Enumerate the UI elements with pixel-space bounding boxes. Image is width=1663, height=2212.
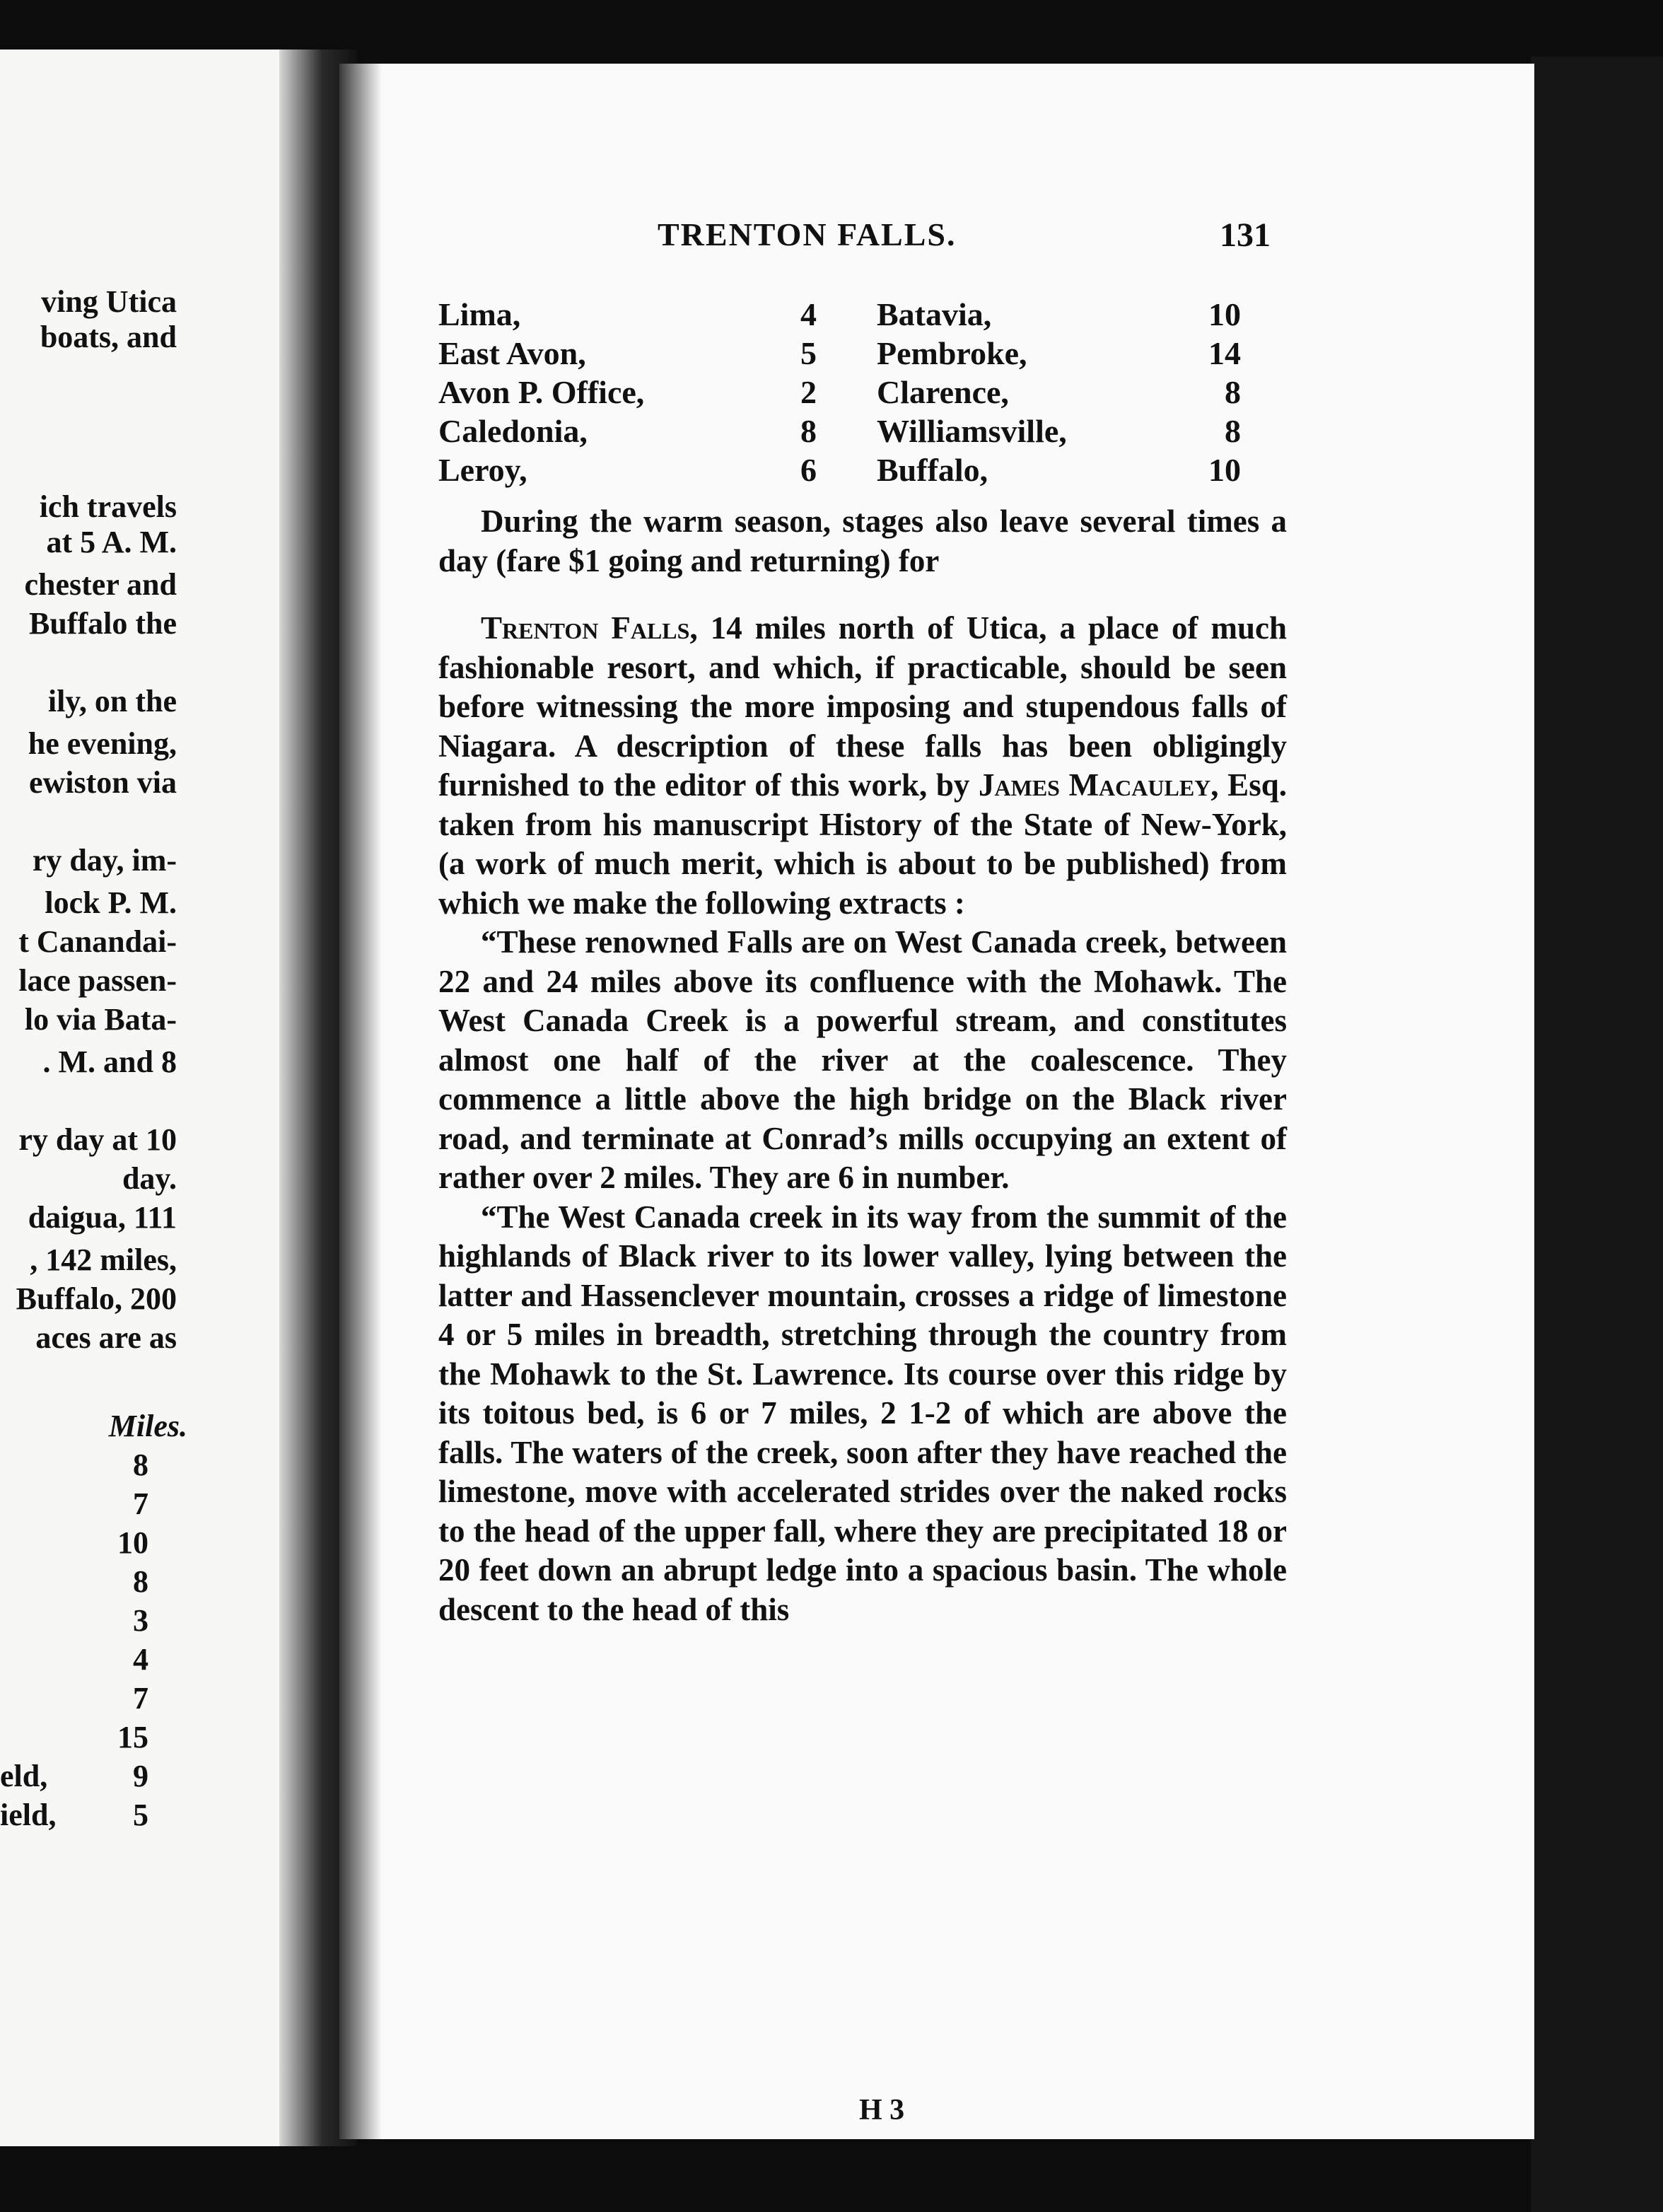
- place: Williamsville,: [877, 413, 1067, 449]
- place: Avon P. Office,: [438, 374, 645, 410]
- left-page-line: eld,: [0, 1759, 48, 1793]
- left-page-line: ily, on the: [47, 684, 177, 718]
- place: Leroy,: [438, 452, 527, 488]
- place: East Avon,: [438, 335, 586, 371]
- miles-value: 9: [133, 1759, 148, 1793]
- place: Clarence,: [877, 374, 1009, 410]
- right-edge-shadow: [1531, 57, 1663, 2212]
- miles-value: 15: [117, 1720, 148, 1754]
- place: Pembroke,: [877, 335, 1027, 371]
- table-row: [438, 412, 1241, 451]
- left-page-line: lock P. M.: [45, 885, 177, 920]
- author-name: James Macauley,: [979, 767, 1219, 803]
- body-text: [438, 502, 1287, 1629]
- left-page-line: chester and: [24, 567, 177, 602]
- left-page-line: Buffalo the: [29, 606, 177, 641]
- miles-value: 4: [133, 1642, 148, 1677]
- miles: 8: [1225, 374, 1241, 410]
- place: Caledonia,: [438, 413, 588, 449]
- miles-value: 8: [133, 1448, 148, 1482]
- miles-value: 7: [133, 1486, 148, 1521]
- left-page-line: daigua, 111: [28, 1200, 177, 1235]
- miles: 5: [800, 335, 817, 371]
- left-page-line: , 142 miles,: [30, 1242, 177, 1277]
- gutter-fade: [339, 64, 382, 2139]
- left-page-line: ry day at 10: [18, 1122, 177, 1157]
- running-header: TRENTON FALLS.: [658, 216, 957, 252]
- miles: 2: [800, 374, 817, 410]
- left-page-line: lo via Bata-: [24, 1002, 177, 1037]
- distance-table: [438, 296, 1241, 490]
- paragraph: During the warm season, stages also leave several times a day (fare $1 going and returning) for: [438, 503, 1287, 578]
- left-page-line: ewiston via: [29, 765, 177, 800]
- paragraph: “The West Canada creek in its way from the summit of the highlands of Black river to its lower valley, lying between the latter and Hassenclever mountain, crosses a ridge of limestone 4 or 5 miles in breadth, stretching through the country from the Mohawk to the St. Lawrence. Its course over this ridge by its toitous bed, is 6 or 7 miles, 2 1-2 of which are above the falls. The waters of the creek, soon after they have reached the limestone, move with accelerated strides over the naked rocks to the head of the upper fall, where they are precipitated 18 or 20 feet down an abrupt ledge into a spacious basin. The whole descent to the head of this: [438, 1199, 1287, 1627]
- miles-value: 8: [133, 1564, 148, 1599]
- left-page-line: t Canandai-: [18, 924, 177, 959]
- left-page-line: lace passen-: [18, 963, 177, 998]
- miles: 4: [800, 296, 817, 332]
- miles-value: 5: [133, 1798, 148, 1832]
- miles-value: 10: [117, 1525, 148, 1560]
- place-name-lead: Trenton Falls,: [481, 610, 698, 646]
- paragraph: Trenton Falls, 14 miles north of Utica, a place of much fashionable resort, and which, if practicable, should be seen before witnessing the more imposing and stupendous falls of Niagara. A description of these falls has been obligingly furnished to the editor of this work, by James Macauley, Esq. taken from his manuscript History of the State of New-York, (a work of much merit, which is about to be published) from which we make the following extracts :: [438, 610, 1287, 921]
- left-page-line: at 5 A. M.: [46, 525, 177, 559]
- miles: 8: [800, 413, 817, 449]
- page-number: 131: [1220, 216, 1271, 254]
- left-page-line: he evening,: [28, 726, 177, 761]
- table-row: [438, 373, 1241, 412]
- paragraph: “These renowned Falls are on West Canada creek, between 22 and 24 miles above its confluence with the Mohawk. The West Canada Creek is a powerful stream, and constitutes almost one half of the river at the coalescence. They commence a little above the high bridge on the Black river road, and terminate at Conrad’s mills occupying an extent of rather over 2 miles. They are 6 in number.: [438, 924, 1287, 1195]
- miles-label: Miles.: [108, 1409, 187, 1443]
- table-row: [438, 334, 1241, 373]
- left-page-line: . M. and 8: [42, 1044, 177, 1079]
- miles: 10: [1208, 452, 1241, 488]
- left-page-line: Buffalo, 200: [16, 1281, 177, 1316]
- miles: 8: [1225, 413, 1241, 449]
- left-page-line: ich travels: [39, 489, 177, 524]
- left-page-line: ield,: [0, 1798, 57, 1832]
- miles-value: 7: [133, 1681, 148, 1716]
- left-page-line: aces are as: [35, 1320, 177, 1355]
- place: Lima,: [438, 296, 521, 332]
- miles: 10: [1208, 296, 1241, 332]
- miles-value: 3: [133, 1603, 148, 1638]
- miles: 14: [1208, 335, 1241, 371]
- left-page-line: boats, and: [40, 320, 177, 354]
- printer-signature: H 3: [859, 2094, 905, 2126]
- left-page-line: ving Utica: [41, 284, 177, 319]
- place: Buffalo,: [877, 452, 988, 488]
- place: Batavia,: [877, 296, 992, 332]
- miles: 6: [800, 452, 817, 488]
- table-row: [438, 296, 1241, 334]
- left-page-line: day.: [122, 1161, 177, 1196]
- left-page-line: ry day, im-: [32, 843, 177, 878]
- table-row: [438, 451, 1241, 490]
